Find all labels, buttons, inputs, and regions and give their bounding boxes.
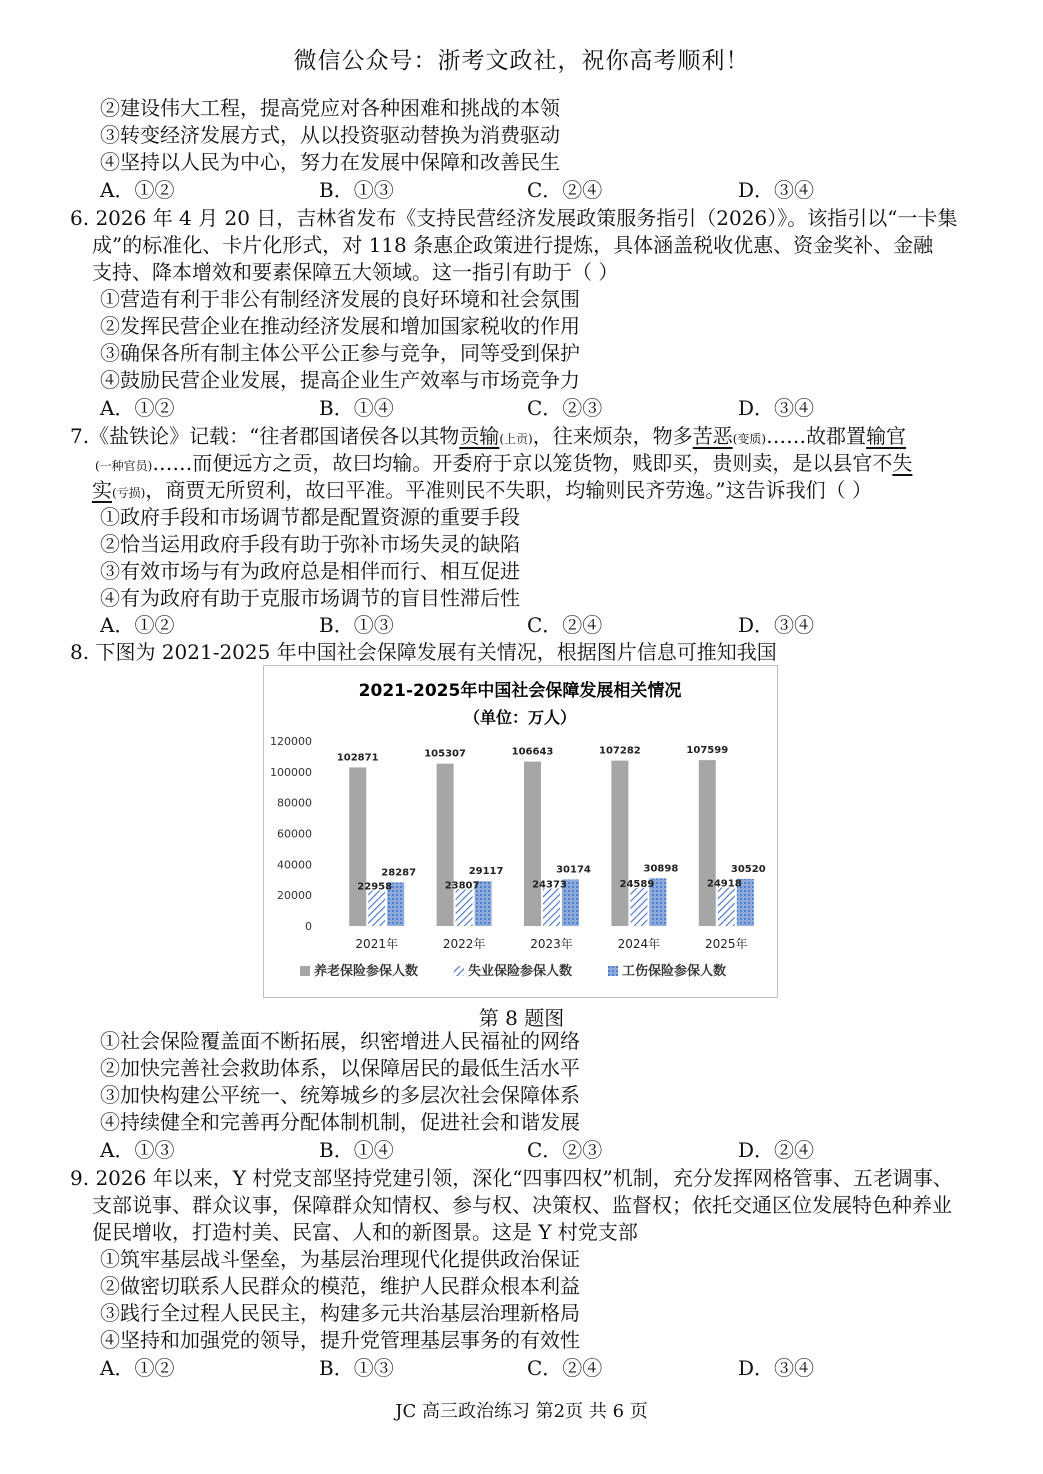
data-label: 24373 xyxy=(532,879,567,891)
q5-item-2: ②建设伟大工程，提高党应对各种困难和挑战的本领 xyxy=(100,96,560,120)
q9-item-2: ②做密切联系人民群众的模范，维护人民群众根本利益 xyxy=(100,1274,580,1298)
q6-stem-line-1: 6. 2026 年 4 月 20 日，吉林省发布《支持民营经济发展政策服务指引（2026）》。该指引以“一卡集 xyxy=(70,206,958,230)
legend-label: 养老保险参保人数 xyxy=(314,964,419,979)
bar-pension xyxy=(349,767,366,926)
bar-unemployment xyxy=(543,888,560,926)
q5-item-3: ③转变经济发展方式，从以投资驱动替换为消费驱动 xyxy=(100,123,560,147)
bar-unemployment xyxy=(456,889,473,926)
q9-stem-line-3: 促民增收，打造村美、民富、人和的新图景。这是 Y 村党支部 xyxy=(92,1220,638,1244)
q6-stem-line-3: 支持、降本增效和要素保障五大领域。这一指引有助于（ ） xyxy=(92,260,619,284)
bar-unemployment xyxy=(630,888,647,926)
q9-option-a[interactable]: A．①② xyxy=(100,1356,175,1380)
x-tick-label: 2021年 xyxy=(355,937,398,951)
data-label: 107599 xyxy=(686,745,729,757)
y-tick-label: 80000 xyxy=(277,796,312,810)
legend-swatch xyxy=(300,966,310,976)
q5-option-c[interactable]: C．②④ xyxy=(527,178,603,202)
q6-item-2: ②发挥民营企业在推动经济发展和增加国家税收的作用 xyxy=(100,314,580,338)
legend-swatch xyxy=(454,966,464,976)
data-label: 23807 xyxy=(444,880,480,892)
data-label: 24589 xyxy=(619,879,655,891)
x-tick-label: 2025年 xyxy=(705,937,748,951)
q7-stem-line-2 xyxy=(95,450,912,479)
q9-stem-line-1: 9. 2026 年以来，Y 村党支部坚持党建引领，深化“四事四权”机制，充分发挥网格管事、五老调事、 xyxy=(70,1166,953,1190)
q7-stem-line-1 xyxy=(70,423,906,452)
q7-text: ，商贾无所贸利，故曰平准。平准则民不失职，均输则民齐劳逸。”这告诉我们（ ） xyxy=(145,478,872,502)
q9-option-b[interactable]: B．①③ xyxy=(319,1356,394,1380)
q8-item-1: ①社会保险覆盖面不断拓展，织密增进人民福祉的网络 xyxy=(100,1029,580,1053)
q6-option-b[interactable]: B．①④ xyxy=(319,396,394,420)
legend-swatch xyxy=(608,966,618,976)
q5-option-b[interactable]: B．①③ xyxy=(319,178,394,202)
q7-note: (变质) xyxy=(732,432,767,446)
q9-stem-line-2: 支部说事、群众议事，保障群众知情权、参与权、决策权、监督权；依托交通区位发展特色种养业 xyxy=(92,1193,952,1217)
x-tick-label: 2024年 xyxy=(617,937,661,951)
data-label: 24918 xyxy=(706,878,742,890)
q7-note: (上贡) xyxy=(499,432,533,446)
legend-label: 工伤保险参保人数 xyxy=(622,964,727,979)
y-tick-label: 40000 xyxy=(277,858,312,872)
legend-label: 失业保险参保人数 xyxy=(468,964,573,979)
q7-note: (亏损) xyxy=(112,486,146,500)
q8-options xyxy=(100,1137,920,1163)
q6-item-1: ①营造有利于非公有制经济发展的良好环境和社会氛围 xyxy=(100,287,580,311)
q8-option-d[interactable]: D．②④ xyxy=(738,1138,815,1162)
q6-option-c[interactable]: C．②③ xyxy=(527,396,603,420)
q8-option-b[interactable]: B．①④ xyxy=(319,1138,394,1162)
bar-pension xyxy=(699,760,716,926)
q6-option-d[interactable]: D．③④ xyxy=(738,396,815,420)
q8-stem: 8. 下图为 2021-2025 年中国社会保障发展有关情况，根据图片信息可推知我国 xyxy=(70,640,777,664)
bar-unemployment xyxy=(718,888,735,926)
data-label: 29117 xyxy=(468,866,504,878)
q7-text: ，往来烦杂，物多 xyxy=(532,424,693,448)
q8-option-a[interactable]: A．①③ xyxy=(100,1138,175,1162)
chart-title: 2021-2025年中国社会保障发展相关情况 xyxy=(358,681,682,701)
q7-note: (一种官员) xyxy=(95,459,153,473)
chart-caption: 第 8 题图 xyxy=(478,1006,565,1030)
q9-item-3: ③践行全过程人民民主，构建多元共治基层治理新格局 xyxy=(100,1301,580,1325)
page-header: 微信公众号：浙考文政社，祝你高考顺利！ xyxy=(293,48,750,74)
q8-item-4: ④持续健全和完善再分配体制机制，促进社会和谐发展 xyxy=(100,1110,580,1134)
q8-option-c[interactable]: C．②③ xyxy=(527,1138,603,1162)
q7-option-d[interactable]: D．③④ xyxy=(738,613,815,637)
data-label: 102871 xyxy=(336,752,379,764)
data-label: 106643 xyxy=(511,746,554,758)
q7-item-2: ②恰当运用政府手段有助于弥补市场失灵的缺陷 xyxy=(100,532,520,556)
x-tick-label: 2023年 xyxy=(530,937,573,951)
q6-item-4: ④鼓励民营企业发展，提高企业生产效率与市场竞争力 xyxy=(100,368,580,392)
q6-stem-line-2: 成”的标准化、卡片化形式，对 118 条惠企政策进行提炼，具体涵盖税收优惠、资金奖补、金融 xyxy=(92,233,934,257)
q9-option-c[interactable]: C．②④ xyxy=(527,1356,603,1380)
q7-stem-line-3 xyxy=(92,477,872,506)
q7-option-a[interactable]: A．①② xyxy=(100,613,175,637)
q6-option-a[interactable]: A．①② xyxy=(100,396,175,420)
bar-pension xyxy=(524,762,541,926)
q7-term-shuguan: 输官 xyxy=(866,424,907,448)
data-label: 105307 xyxy=(424,748,466,760)
q7-item-3: ③有效市场与有为政府总是相伴而行、相互促进 xyxy=(100,559,520,583)
chart-svg xyxy=(264,666,777,997)
q7-term-ku-e: 苦恶 xyxy=(692,424,733,448)
social-security-chart xyxy=(263,665,778,998)
q9-item-4: ④坚持和加强党的领导，提升党管理基层事务的有效性 xyxy=(100,1328,580,1352)
q7-term-shishi: 失 xyxy=(892,451,913,475)
y-tick-label: 60000 xyxy=(277,827,312,841)
data-label: 22958 xyxy=(357,881,393,893)
data-label: 28287 xyxy=(381,867,417,879)
q5-option-a[interactable]: A．①② xyxy=(100,178,175,202)
y-tick-label: 120000 xyxy=(270,735,312,748)
q7-item-4: ④有为政府有助于克服市场调节的盲目性滞后性 xyxy=(100,586,520,610)
q5-item-4: ④坚持以人民为中心，努力在发展中保障和改善民生 xyxy=(100,150,560,174)
q7-text: ……故郡置 xyxy=(766,424,867,448)
data-label: 30174 xyxy=(556,864,591,876)
q8-item-2: ②加快完善社会救助体系，以保障居民的最低生活水平 xyxy=(100,1056,580,1080)
x-tick-label: 2022年 xyxy=(442,937,486,951)
y-tick-label: 100000 xyxy=(270,765,312,779)
y-tick-label: 20000 xyxy=(277,889,312,903)
q8-item-3: ③加快构建公平统一、统筹城乡的多层次社会保障体系 xyxy=(100,1083,580,1107)
q7-item-1: ①政府手段和市场调节都是配置资源的重要手段 xyxy=(100,505,520,529)
data-label: 30898 xyxy=(643,863,679,875)
data-label: 107282 xyxy=(599,745,641,757)
bar-pension xyxy=(611,761,628,926)
q9-options xyxy=(100,1355,920,1381)
data-label: 30520 xyxy=(730,863,766,875)
q6-options xyxy=(100,395,920,421)
q9-item-1: ①筑牢基层战斗堡垒，为基层治理现代化提供政治保证 xyxy=(100,1247,580,1271)
q7-text: 7.《盐铁论》记载：“往者郡国诸侯各以其物 xyxy=(70,424,460,448)
q9-option-d[interactable]: D．③④ xyxy=(738,1356,815,1380)
q7-options xyxy=(100,612,920,638)
q7-option-b[interactable]: B．①③ xyxy=(319,613,394,637)
q6-item-3: ③确保各所有制主体公平公正参与竞争，同等受到保护 xyxy=(100,341,580,365)
q7-option-c[interactable]: C．②④ xyxy=(527,613,603,637)
bar-pension xyxy=(437,764,454,926)
y-tick-label: 0 xyxy=(305,920,312,933)
q7-term-shishi: 实 xyxy=(92,478,112,502)
q5-options xyxy=(100,177,920,203)
q7-term-gongshu: 贡输 xyxy=(459,424,500,448)
bar-unemployment xyxy=(368,891,385,926)
chart-subtitle: （单位：万人） xyxy=(463,708,577,727)
q5-option-d[interactable]: D．③④ xyxy=(738,178,815,202)
q7-text: ……而便远方之贡，故曰均输。开委府于京以笼货物，贱即买，贵则卖，是以县官不 xyxy=(152,451,893,475)
page-footer: JC 高三政治练习 第2页 共 6 页 xyxy=(395,1401,648,1422)
